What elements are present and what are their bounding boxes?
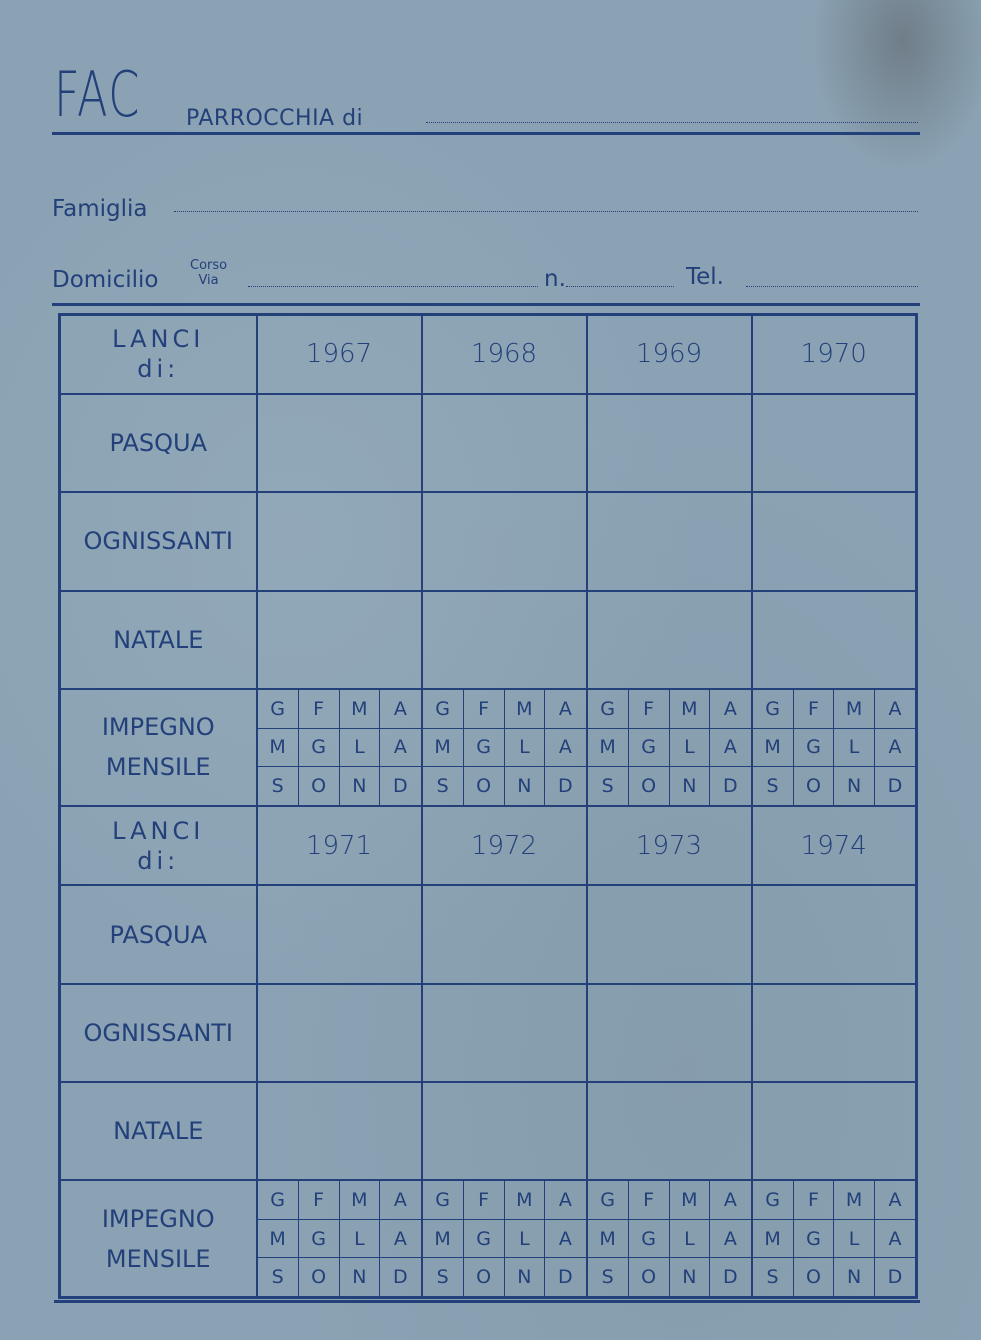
offering-cell[interactable] bbox=[257, 394, 422, 492]
month-box[interactable]: A bbox=[545, 690, 586, 728]
month-box[interactable]: A bbox=[710, 1220, 751, 1258]
month-box[interactable]: O bbox=[793, 1258, 834, 1296]
month-box[interactable]: L bbox=[504, 728, 545, 766]
address-type-corso: Corso bbox=[190, 258, 228, 273]
offering-cell[interactable] bbox=[587, 885, 752, 983]
offering-cell[interactable] bbox=[257, 885, 422, 983]
monthly-pledge-line1: IMPEGNO bbox=[101, 1204, 215, 1233]
offerings-table bbox=[58, 313, 918, 1299]
year-header: 1974 bbox=[752, 806, 917, 885]
month-grid-row bbox=[588, 728, 751, 766]
month-box[interactable]: M bbox=[339, 1181, 380, 1219]
offering-cell[interactable] bbox=[257, 591, 422, 689]
month-grid-row bbox=[588, 1258, 751, 1296]
month-box[interactable]: M bbox=[258, 728, 299, 766]
offering-cell[interactable] bbox=[257, 984, 422, 1082]
month-box[interactable]: M bbox=[669, 690, 710, 728]
phone-field[interactable] bbox=[746, 286, 918, 287]
offering-row-label: PASQUA bbox=[60, 885, 257, 983]
month-box[interactable]: N bbox=[669, 1258, 710, 1296]
offering-cell[interactable] bbox=[257, 1082, 422, 1180]
month-box[interactable]: A bbox=[874, 728, 915, 766]
monthly-pledge-line2: MENSILE bbox=[105, 753, 211, 782]
month-box[interactable]: N bbox=[339, 1258, 380, 1296]
month-box[interactable]: F bbox=[628, 1181, 669, 1219]
month-grid-row bbox=[753, 1220, 916, 1258]
offering-cell[interactable] bbox=[422, 394, 587, 492]
month-box[interactable]: G bbox=[463, 1220, 504, 1258]
offering-cell[interactable] bbox=[257, 492, 422, 590]
month-box[interactable]: A bbox=[380, 1220, 421, 1258]
year-header: 1972 bbox=[422, 806, 587, 885]
month-box[interactable]: A bbox=[874, 1181, 915, 1219]
month-box[interactable]: O bbox=[628, 767, 669, 805]
month-grid-cell bbox=[257, 689, 422, 806]
month-grid-cell bbox=[752, 1180, 917, 1297]
offering-row-label: OGNISSANTI bbox=[60, 492, 257, 590]
address-field[interactable] bbox=[248, 286, 538, 287]
month-box[interactable]: G bbox=[423, 1181, 464, 1219]
month-grid-row bbox=[753, 1181, 916, 1219]
offering-row bbox=[60, 591, 917, 689]
month-box[interactable]: N bbox=[669, 767, 710, 805]
month-box[interactable]: A bbox=[710, 1181, 751, 1219]
month-box[interactable]: A bbox=[710, 728, 751, 766]
month-box[interactable]: O bbox=[793, 767, 834, 805]
logo: FAC bbox=[54, 58, 141, 131]
year-header: 1969 bbox=[587, 315, 752, 394]
month-box[interactable]: A bbox=[874, 690, 915, 728]
lanci-label-line2: di: bbox=[137, 846, 180, 875]
month-grid-row bbox=[588, 690, 751, 728]
month-box[interactable]: G bbox=[793, 1220, 834, 1258]
month-box[interactable]: M bbox=[834, 690, 875, 728]
month-grid-row bbox=[423, 1258, 586, 1296]
month-grid-row bbox=[423, 1220, 586, 1258]
month-box[interactable]: L bbox=[669, 1220, 710, 1258]
address-type-via: Via bbox=[198, 273, 219, 288]
offering-row-label: NATALE bbox=[60, 1082, 257, 1180]
monthly-pledge-row bbox=[60, 1180, 917, 1297]
month-box[interactable]: M bbox=[504, 1181, 545, 1219]
number-label: n. bbox=[544, 266, 566, 292]
month-grid bbox=[753, 1181, 916, 1296]
month-box[interactable]: G bbox=[463, 728, 504, 766]
year-header: 1971 bbox=[257, 806, 422, 885]
month-box[interactable]: S bbox=[258, 1258, 299, 1296]
offering-cell[interactable] bbox=[422, 591, 587, 689]
month-box[interactable]: G bbox=[588, 690, 629, 728]
month-grid bbox=[753, 690, 916, 805]
month-box[interactable]: M bbox=[753, 728, 794, 766]
offering-cell[interactable] bbox=[422, 1082, 587, 1180]
family-label: Famiglia bbox=[52, 196, 148, 222]
offering-cell[interactable] bbox=[587, 394, 752, 492]
offering-cell[interactable] bbox=[752, 492, 917, 590]
month-box[interactable]: G bbox=[588, 1181, 629, 1219]
month-box[interactable]: M bbox=[588, 1220, 629, 1258]
month-box[interactable]: A bbox=[710, 690, 751, 728]
month-box[interactable]: L bbox=[669, 728, 710, 766]
year-header: 1973 bbox=[587, 806, 752, 885]
month-box[interactable]: D bbox=[380, 1258, 421, 1296]
month-box[interactable]: O bbox=[463, 767, 504, 805]
month-box[interactable]: D bbox=[545, 1258, 586, 1296]
month-box[interactable]: A bbox=[380, 690, 421, 728]
year-header: 1967 bbox=[257, 315, 422, 394]
parish-label: PARROCCHIA di bbox=[186, 106, 364, 131]
family-field[interactable] bbox=[174, 211, 918, 212]
month-grid-row bbox=[423, 728, 586, 766]
parish-field[interactable] bbox=[426, 122, 918, 123]
month-box[interactable]: M bbox=[588, 728, 629, 766]
month-box[interactable]: F bbox=[793, 1181, 834, 1219]
year-header: 1970 bbox=[752, 315, 917, 394]
month-box[interactable]: M bbox=[504, 690, 545, 728]
header-rule bbox=[52, 132, 920, 135]
month-box[interactable]: A bbox=[545, 1181, 586, 1219]
offering-cell[interactable] bbox=[587, 984, 752, 1082]
monthly-pledge-label bbox=[60, 1180, 257, 1297]
month-grid-row bbox=[753, 767, 916, 805]
monthly-pledge-label bbox=[60, 689, 257, 806]
offering-cell[interactable] bbox=[587, 1082, 752, 1180]
month-box[interactable]: D bbox=[545, 767, 586, 805]
month-box[interactable]: D bbox=[874, 767, 915, 805]
month-grid-cell bbox=[257, 1180, 422, 1297]
month-grid bbox=[588, 690, 751, 805]
month-box[interactable]: N bbox=[834, 767, 875, 805]
table-top-rule bbox=[52, 303, 920, 306]
year-header: 1968 bbox=[422, 315, 587, 394]
month-box[interactable]: D bbox=[710, 767, 751, 805]
monthly-pledge-line2: MENSILE bbox=[105, 1244, 211, 1273]
month-grid bbox=[423, 690, 586, 805]
month-box[interactable]: F bbox=[463, 1181, 504, 1219]
month-grid-cell bbox=[752, 689, 917, 806]
month-box[interactable]: G bbox=[298, 1220, 339, 1258]
month-grid-row bbox=[588, 1181, 751, 1219]
offering-cell[interactable] bbox=[752, 591, 917, 689]
month-box[interactable]: A bbox=[380, 1181, 421, 1219]
month-box[interactable]: G bbox=[628, 1220, 669, 1258]
month-grid bbox=[588, 1181, 751, 1296]
month-grid-row bbox=[258, 1181, 421, 1219]
month-box[interactable]: G bbox=[298, 728, 339, 766]
month-box[interactable]: S bbox=[588, 1258, 629, 1296]
month-grid-cell bbox=[422, 689, 587, 806]
offering-row-label: PASQUA bbox=[60, 394, 257, 492]
offering-cell[interactable] bbox=[752, 1082, 917, 1180]
month-grid-row bbox=[258, 1258, 421, 1296]
month-box[interactable]: M bbox=[753, 1220, 794, 1258]
year-header-row bbox=[60, 806, 917, 885]
month-box[interactable]: S bbox=[423, 767, 464, 805]
month-box[interactable]: G bbox=[258, 690, 299, 728]
month-box[interactable]: F bbox=[628, 690, 669, 728]
month-box[interactable]: L bbox=[834, 1220, 875, 1258]
month-grid-row bbox=[423, 690, 586, 728]
lanci-label-line2: di: bbox=[137, 355, 180, 384]
year-header-row bbox=[60, 315, 917, 394]
month-box[interactable]: S bbox=[258, 767, 299, 805]
month-grid-row bbox=[753, 1258, 916, 1296]
offering-row-label: OGNISSANTI bbox=[60, 984, 257, 1082]
month-box[interactable]: D bbox=[380, 767, 421, 805]
month-grid bbox=[258, 1181, 421, 1296]
offering-row bbox=[60, 1082, 917, 1180]
phone-label: Tel. bbox=[686, 264, 724, 290]
month-grid-row bbox=[258, 767, 421, 805]
month-box[interactable]: A bbox=[380, 728, 421, 766]
offering-cell[interactable] bbox=[422, 885, 587, 983]
month-box[interactable]: O bbox=[298, 767, 339, 805]
offering-cell[interactable] bbox=[752, 885, 917, 983]
month-grid bbox=[423, 1181, 586, 1296]
month-box[interactable]: F bbox=[298, 690, 339, 728]
month-box[interactable]: S bbox=[753, 767, 794, 805]
month-grid-row bbox=[258, 728, 421, 766]
offering-cell[interactable] bbox=[587, 492, 752, 590]
month-box[interactable]: S bbox=[423, 1258, 464, 1296]
month-box[interactable]: F bbox=[793, 690, 834, 728]
month-box[interactable]: M bbox=[423, 728, 464, 766]
lanci-label-line1: LANCI bbox=[112, 816, 205, 845]
month-box[interactable]: L bbox=[339, 728, 380, 766]
month-box[interactable]: O bbox=[628, 1258, 669, 1296]
month-box[interactable]: M bbox=[834, 1181, 875, 1219]
lanci-label bbox=[60, 806, 257, 885]
month-box[interactable]: M bbox=[339, 690, 380, 728]
month-grid-row bbox=[753, 728, 916, 766]
offering-cell[interactable] bbox=[752, 984, 917, 1082]
month-box[interactable]: N bbox=[504, 1258, 545, 1296]
month-box[interactable]: D bbox=[874, 1258, 915, 1296]
month-box[interactable]: G bbox=[423, 690, 464, 728]
month-box[interactable]: N bbox=[339, 767, 380, 805]
monthly-pledge-row bbox=[60, 689, 917, 806]
month-box[interactable]: D bbox=[710, 1258, 751, 1296]
month-grid-row bbox=[753, 690, 916, 728]
offering-cell[interactable] bbox=[752, 394, 917, 492]
month-box[interactable]: G bbox=[258, 1181, 299, 1219]
month-grid-cell bbox=[422, 1180, 587, 1297]
month-box[interactable]: L bbox=[834, 728, 875, 766]
month-box[interactable]: F bbox=[463, 690, 504, 728]
month-grid-row bbox=[423, 767, 586, 805]
month-box[interactable]: A bbox=[545, 728, 586, 766]
offering-row bbox=[60, 492, 917, 590]
offerings-table-body bbox=[60, 315, 917, 1298]
month-box[interactable]: G bbox=[753, 1181, 794, 1219]
lanci-label-line1: LANCI bbox=[112, 325, 205, 354]
number-field[interactable] bbox=[566, 286, 674, 287]
month-box[interactable]: N bbox=[834, 1258, 875, 1296]
month-box[interactable]: S bbox=[588, 767, 629, 805]
offering-cell[interactable] bbox=[587, 591, 752, 689]
month-box[interactable]: A bbox=[874, 1220, 915, 1258]
month-grid-cell bbox=[587, 1180, 752, 1297]
month-box[interactable]: F bbox=[298, 1181, 339, 1219]
offering-row bbox=[60, 394, 917, 492]
month-grid-row bbox=[588, 767, 751, 805]
month-grid-row bbox=[258, 1220, 421, 1258]
month-box[interactable]: S bbox=[753, 1258, 794, 1296]
offering-cell[interactable] bbox=[422, 984, 587, 1082]
month-box[interactable]: G bbox=[793, 728, 834, 766]
table-bottom-rule bbox=[54, 1300, 920, 1303]
offering-row bbox=[60, 885, 917, 983]
month-grid-row bbox=[588, 1220, 751, 1258]
offering-row-label: NATALE bbox=[60, 591, 257, 689]
offering-row bbox=[60, 984, 917, 1082]
month-box[interactable]: G bbox=[628, 728, 669, 766]
month-box[interactable]: A bbox=[545, 1220, 586, 1258]
address-label: Domicilio bbox=[52, 267, 159, 293]
monthly-pledge-line1: IMPEGNO bbox=[101, 713, 215, 742]
address-type bbox=[190, 258, 227, 288]
lanci-label bbox=[60, 315, 257, 394]
month-grid-cell bbox=[587, 689, 752, 806]
month-box[interactable]: O bbox=[463, 1258, 504, 1296]
month-box[interactable]: L bbox=[339, 1220, 380, 1258]
month-box[interactable]: L bbox=[504, 1220, 545, 1258]
month-box[interactable]: M bbox=[258, 1220, 299, 1258]
month-box[interactable]: O bbox=[298, 1258, 339, 1296]
month-box[interactable]: N bbox=[504, 767, 545, 805]
offering-cell[interactable] bbox=[422, 492, 587, 590]
month-box[interactable]: M bbox=[669, 1181, 710, 1219]
month-grid bbox=[258, 690, 421, 805]
month-box[interactable]: M bbox=[423, 1220, 464, 1258]
month-box[interactable]: G bbox=[753, 690, 794, 728]
month-grid-row bbox=[423, 1181, 586, 1219]
month-grid-row bbox=[258, 690, 421, 728]
